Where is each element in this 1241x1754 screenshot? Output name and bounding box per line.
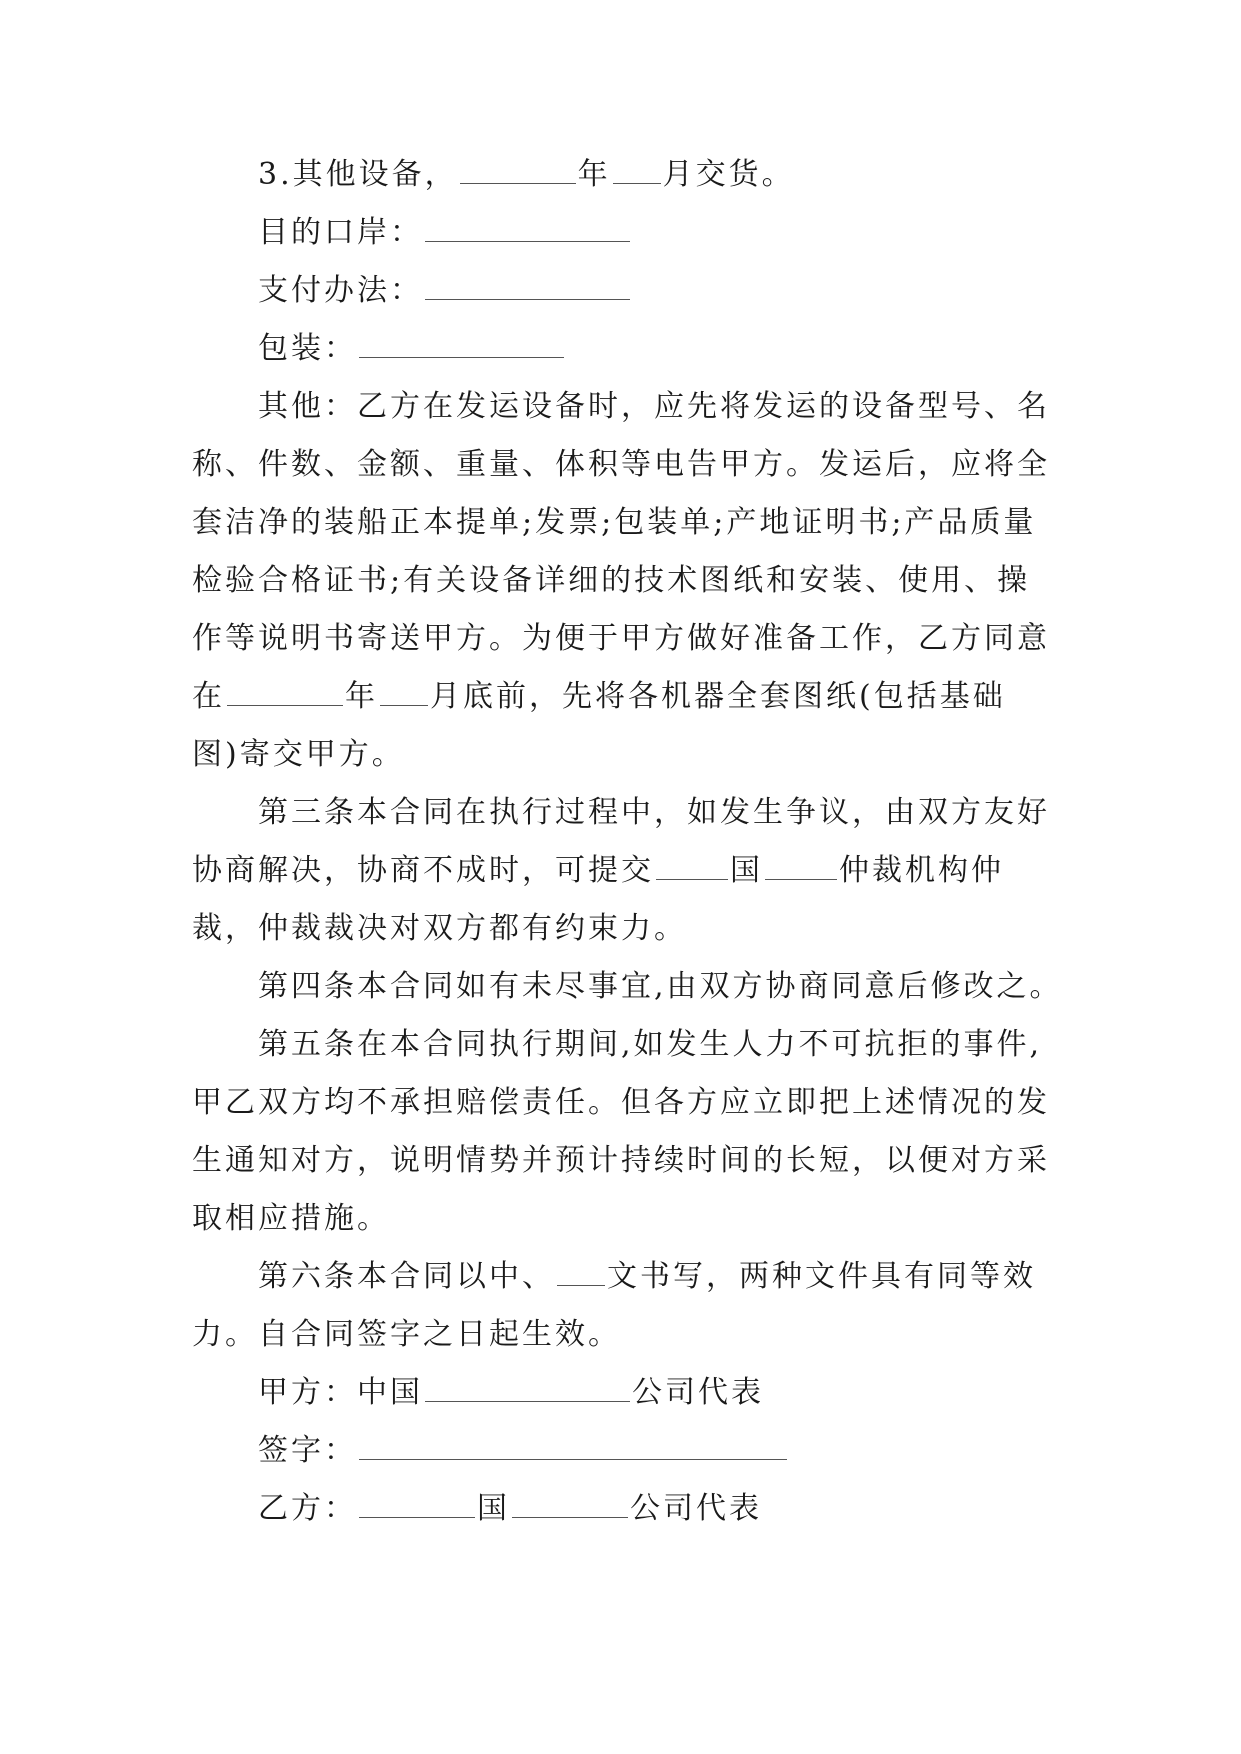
blank-packaging: [359, 331, 564, 358]
payment-method-line: [192, 271, 1052, 310]
blank-arbitration-body: [765, 853, 837, 880]
paragraph-line: 检验合格证书;有关设备详细的技术图纸和安装、使用、操: [192, 563, 1031, 598]
paragraph-line: 甲乙双方均不承担赔偿责任。但各方应立即把上述情况的发: [192, 1085, 1050, 1120]
text: 月交货。: [662, 157, 795, 192]
label: 包装：: [258, 331, 357, 366]
blank-year: [460, 157, 576, 184]
paragraph-line: 力。自合同签字之日起生效。: [192, 1317, 621, 1352]
packaging-line: [192, 329, 1052, 368]
blank-party-b-company: [512, 1491, 628, 1518]
blank-month: [613, 157, 661, 184]
text: 文书写，两种文件具有同等效: [607, 1259, 1036, 1294]
paragraph-line: 套洁净的装船正本提单;发票;包装单;产地证明书;产品质量: [192, 505, 1037, 540]
text: 3.其他设备，: [258, 157, 458, 192]
paragraph-line: 作等说明书寄送甲方。为便于甲方做好准备工作，乙方同意: [192, 621, 1050, 656]
article-3-line: 第三条本合同在执行过程中，如发生争议，由双方友好: [258, 795, 1050, 830]
blank-payment-method: [425, 273, 630, 300]
text: 公司代表: [630, 1491, 762, 1526]
paragraph-line: [192, 851, 1052, 890]
text: 公司代表: [632, 1375, 764, 1410]
party-b-line: [192, 1489, 1052, 1528]
text: 国: [477, 1491, 510, 1526]
text: 月底前，先将各机器全套图纸(包括基础: [430, 679, 1006, 714]
article-5-line: 第五条在本合同执行期间,如发生人力不可抗拒的事件,: [258, 1027, 1043, 1062]
blank-month: [380, 679, 428, 706]
destination-port-line: [192, 213, 1052, 252]
blank-country: [656, 853, 728, 880]
label: 目的口岸：: [258, 215, 423, 250]
contract-page: [192, 155, 1063, 1547]
label: 支付办法：: [258, 273, 423, 308]
article-4-line: 第四条本合同如有未尽事宜,由双方协商同意后修改之。: [258, 969, 1063, 1004]
paragraph-line: [192, 677, 1052, 716]
delivery-other-equipment-line: [192, 155, 1052, 194]
blank-year: [227, 679, 343, 706]
text: 年: [345, 679, 378, 714]
blank-party-b-country: [359, 1491, 475, 1518]
blank-party-a-company: [425, 1375, 630, 1402]
paragraph-line: 裁，仲裁裁决对双方都有约束力。: [192, 911, 687, 946]
text: 在: [192, 679, 225, 714]
label: 乙方：: [258, 1491, 357, 1526]
paragraph-line: 其他：乙方在发运设备时，应先将发运的设备型号、名: [258, 389, 1050, 424]
paragraph-line: 取相应措施。: [192, 1201, 390, 1236]
blank-language: [557, 1259, 605, 1286]
text: 协商解决，协商不成时，可提交: [192, 853, 654, 888]
party-a-line: [192, 1373, 1052, 1412]
text: 仲裁机构仲: [839, 853, 1004, 888]
text: 年: [577, 157, 611, 192]
blank-destination-port: [425, 215, 630, 242]
paragraph-line: 图)寄交甲方。: [192, 737, 405, 772]
label: 签字：: [258, 1433, 357, 1468]
paragraph-line: 称、件数、金额、重量、体积等电告甲方。发运后，应将全: [192, 447, 1050, 482]
text: 第六条本合同以中、: [258, 1259, 555, 1294]
article-6-line: [192, 1257, 1052, 1296]
label: 甲方：中国: [258, 1375, 423, 1410]
paragraph-line: 生通知对方，说明情势并预计持续时间的长短，以便对方采: [192, 1143, 1050, 1178]
signature-line: [192, 1431, 1052, 1470]
blank-signature: [359, 1433, 787, 1460]
text: 国: [730, 853, 763, 888]
